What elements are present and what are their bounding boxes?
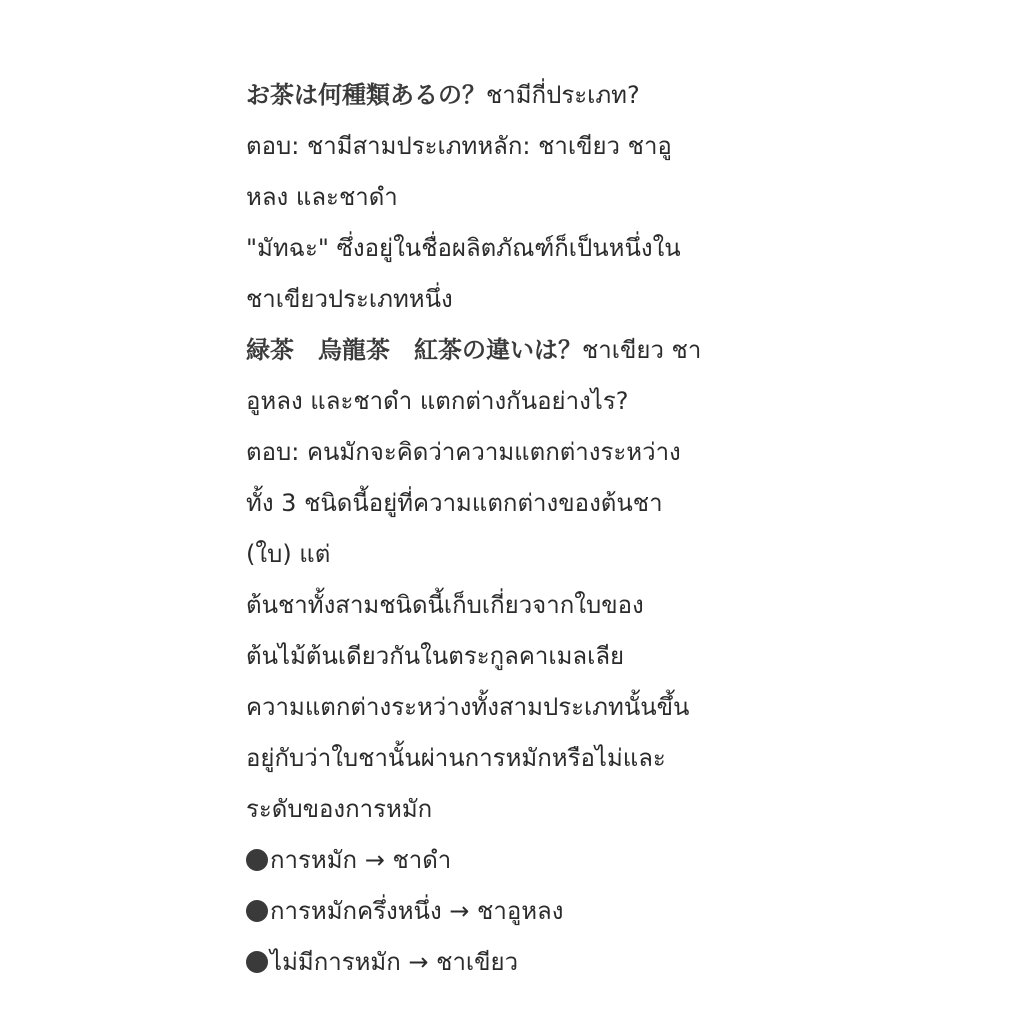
text-line: ความแตกต่างระหว่างทั้งสามประเภทนั้นขึ้น xyxy=(246,693,690,721)
bullet-item xyxy=(246,937,786,988)
text-line: "มัทฉะ" ซึ่งอยู่ในชื่อผลิตภัณฑ์ก็เป็นหนึ่งใน xyxy=(246,234,681,262)
text-line: ชาเขียวประเภทหนึ่ง xyxy=(246,285,453,313)
thai-question-2: ชาเขียว ชา xyxy=(582,336,702,364)
bullet-dot-icon xyxy=(246,951,268,973)
question-line-2 xyxy=(246,325,786,376)
bullet-dot-icon xyxy=(246,900,268,922)
text-line: ทั้ง 3 ชนิดนี้อยู่ที่ความแตกต่างของต้นชา xyxy=(246,489,663,517)
thai-question-1: ชามีกี่ประเภท? xyxy=(486,81,640,109)
text-block xyxy=(246,70,786,988)
bullet-text: การหมักครึ่งหนึ่ง → ชาอูหลง xyxy=(270,897,564,925)
bullet-text: การหมัก → ชาดำ xyxy=(270,846,452,874)
text-line: ระดับของการหมัก xyxy=(246,795,433,823)
question-line-1 xyxy=(246,70,786,121)
text-line: ตอบ: คนมักจะคิดว่าความแตกต่างระหว่าง xyxy=(246,438,681,466)
bullet-item xyxy=(246,835,786,886)
text-line: อยู่กับว่าใบชานั้นผ่านการหมักหรือไม่และ xyxy=(246,744,666,772)
text-line: (ใบ) แต่ xyxy=(246,540,331,568)
bullet-dot-icon xyxy=(246,849,268,871)
text-line: ต้นไม้ต้นเดียวกันในตระกูลคาเมลเลีย xyxy=(246,642,625,670)
bullet-text: ไม่มีการหมัก → ชาเขียว xyxy=(270,948,519,976)
text-line: อูหลง และชาดำ แตกต่างกันอย่างไร? xyxy=(246,387,629,415)
text-line: ต้นชาทั้งสามชนิดนี้เก็บเกี่ยวจากใบของ xyxy=(246,591,644,619)
japanese-question-1: お茶は何種類あるの？ xyxy=(246,81,486,109)
bullet-item xyxy=(246,886,786,937)
text-line: หลง และชาดำ xyxy=(246,183,398,211)
japanese-question-2: 緑茶 烏龍茶 紅茶の違いは？ xyxy=(246,336,582,364)
text-line: ตอบ: ชามีสามประเภทหลัก: ชาเขียว ชาอู xyxy=(246,132,672,160)
